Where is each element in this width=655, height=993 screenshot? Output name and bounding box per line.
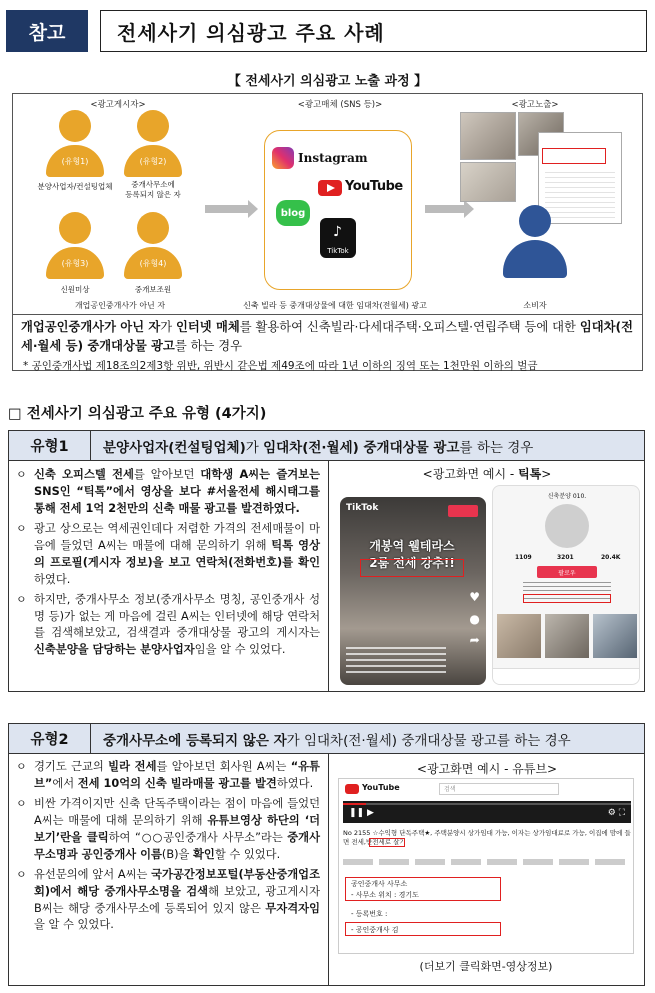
highlight-box	[523, 594, 611, 603]
follow-button[interactable]: 팔로우	[537, 566, 597, 578]
meta-line	[343, 859, 631, 865]
type2-bullets	[16, 759, 320, 937]
caption-advertiser: 개업공인중개사가 아닌 자	[74, 301, 166, 310]
header-tag: 참고	[6, 10, 88, 52]
tiktok-video-screenshot	[340, 497, 486, 685]
arrow-right-icon	[425, 205, 465, 213]
stat-followers: 3201	[557, 554, 574, 561]
person-type4	[118, 212, 188, 279]
tiktok-icon: TikTok	[320, 218, 356, 258]
person-type2	[118, 110, 188, 177]
col-advertiser-label: <광고게시자>	[90, 100, 146, 110]
room-photo	[460, 162, 516, 202]
side-action-icons: ♥ ● ➦	[469, 590, 480, 648]
type1-bullets	[16, 467, 320, 662]
video-caption: 개봉역 웰테라스 2룸 전세 강추!!	[369, 539, 455, 570]
person-icon	[59, 212, 91, 244]
search-input[interactable]: 검색	[439, 783, 559, 795]
office-location: - 사무소 위치 : 경기도	[351, 891, 419, 899]
list-item: ㅇ 유선문의에 앞서 A씨는 국가공간정보포털(부동산중개업조회)에서 해당 중개사무소명을 검색해 보았고, 광고게시자 B씨는 해당 중개사무소에 등록되어 있지 않은 무자격자임을 알 수 있었다.	[16, 867, 320, 932]
office-name: 공인중개사 사무소	[351, 880, 408, 888]
stat-likes: 20.4K	[601, 554, 621, 561]
thumb	[593, 614, 637, 658]
person-label: 신원미상	[60, 285, 90, 294]
person-label: 중개사무소에 등록되지 않은 자	[125, 180, 181, 200]
instagram-label: Instagram	[298, 151, 368, 165]
caption-consumer: 소비자	[523, 301, 547, 310]
caption-media: 신축 빌라 등 중개대상물에 대한 임대차(전월세) 광고	[243, 301, 427, 310]
youtube-caption: (더보기 클릭화면-영상정보)	[419, 960, 553, 973]
stat-following: 1109	[515, 554, 532, 561]
type2-header	[8, 723, 645, 754]
agent-name: - 공인중개사 김	[351, 926, 399, 934]
section-title: □ 전세사기 의심광고 주요 유형 (4가지)	[8, 406, 267, 422]
list-item: ㅇ 하지만, 중개사무소 정보(중개사무소 명칭, 공인중개사 성명 등)가 없는 게 마음에 걸린 A씨는 인터넷에 해당 연락처를 검색해보았고, 검색결과 중개대상물 광고의 게시자는 신축분양을 담당하는 분양사업자임을 알 수 있었다.	[16, 592, 320, 657]
person-body	[503, 240, 567, 278]
youtube-label: YouTube	[345, 179, 403, 194]
type2-tag: 유형2	[9, 724, 91, 753]
avatar	[545, 504, 589, 548]
video-player-bar[interactable]	[343, 801, 631, 823]
summary-text: 개업공인중개사가 아닌 자가 인터넷 매체를 활용하여 신축빌라·다세대주택·오피스텔·연립주택 등에 대한 임대차(전세·월세 등) 중개대상물 광고를 하는 경우	[21, 320, 633, 354]
person-icon	[519, 205, 551, 237]
list-item: ㅇ 경기도 근교의 빌라 전세를 알아보던 회사원 A씨는 “유튜브”에서 전세 10억의 신축 빌라매물 광고를 발견하였다.	[16, 760, 320, 790]
process-title: 【 전세사기 의심광고 노출 과정 】	[227, 74, 428, 89]
play-controls-icon[interactable]: ❚❚ ▶	[349, 808, 374, 818]
player-settings-icon[interactable]: ⚙ ⛶	[607, 808, 625, 818]
profile-name: 신축분양 010.	[547, 493, 587, 500]
tiktok-glyph-icon: ♪	[333, 224, 342, 240]
summary-box	[12, 315, 643, 371]
person-icon	[137, 110, 169, 142]
page-title: 전세사기 의심광고 주요 사례	[100, 10, 647, 52]
highlight-box	[542, 148, 606, 164]
instagram-icon	[272, 147, 294, 169]
type2-desc: 중개사무소에 등록되지 않은 자가 임대차(전·월세) 중개대상물 광고를 하는 경우	[103, 732, 571, 749]
person-type3	[40, 212, 110, 279]
youtube-brand: YouTube	[362, 783, 400, 792]
type1-header	[8, 430, 645, 461]
person-label: 분양사업자/컨설팅업체	[37, 182, 113, 191]
person-badge: (유형1)	[46, 145, 104, 177]
tiktok-logo: TikTok	[346, 503, 379, 513]
progress-fill	[343, 803, 366, 805]
col-media-label: <광고매체 (SNS 등)>	[297, 100, 383, 110]
type2-example-title: <광고화면 예시 - 유튜브>	[416, 762, 558, 776]
video-text-lines	[346, 647, 446, 677]
highlight-box	[360, 559, 464, 577]
list-item: ㅇ 신축 오피스텔 전세를 알아보던 대학생 A씨는 즐겨보는 SNS인 “틱톡”에서 영상을 보다 #서울전세 해시태그를 통해 전세 1억 2천만의 신축 매물 광고를 발견하였다.	[16, 468, 320, 515]
person-badge: (유형3)	[46, 247, 104, 279]
video-description: No 2155 ☆수익형 단독주택★, 주택분양시 상가임대 가능, 이자는 상가임대료로 가능, 이집에 맘에 들면 전세,반전세로 살기	[343, 829, 631, 847]
list-item: ㅇ 비싼 가격이지만 신축 단독주택이라는 점이 마음에 들었던 A씨는 매물에 대해 문의하기 위해 유튜브영상 하단의 ‘더보기’란을 클릭하여 “○○공인중개사 사무소”라는 중개사무소명과 공인중개사 이름(B)을 확인할 수 있었다.	[16, 796, 320, 861]
youtube-screenshot	[338, 778, 634, 954]
arrow-right-icon	[205, 205, 249, 213]
person-badge: (유형2)	[124, 145, 182, 177]
person-label: 중개보조원	[134, 285, 172, 294]
office-regno: - 등록번호 :	[351, 910, 388, 918]
type1-desc: 분양사업자(컨설팅업체)가 임대차(전·월세) 중개대상물 광고를 하는 경우	[103, 439, 534, 456]
divider	[328, 754, 329, 986]
type1-tag: 유형1	[9, 431, 91, 460]
person-badge: (유형4)	[124, 247, 182, 279]
highlight-box	[369, 838, 405, 847]
thumb	[545, 614, 589, 658]
youtube-icon	[318, 180, 342, 196]
person-type1	[40, 110, 110, 177]
tiktok-profile-screenshot	[492, 485, 640, 685]
consumer-person	[500, 205, 570, 278]
room-photo	[460, 112, 516, 160]
youtube-icon	[345, 784, 359, 794]
type1-example-title: <광고화면 예시 - 틱톡>	[422, 467, 552, 481]
thumb	[497, 614, 541, 658]
person-icon	[137, 212, 169, 244]
legal-note: * 공인중개사법 제18조의2제3항 위반, 위반시 같은법 제49조에 따라 1년 이하의 징역 또는 1천만원 이하의 벌금	[23, 360, 538, 373]
blog-icon: blog	[276, 200, 310, 226]
bottom-nav	[493, 668, 640, 684]
follow-badge	[448, 505, 478, 517]
divider	[328, 461, 329, 692]
list-item: ㅇ 광고 상으로는 역세권인데다 저렴한 가격의 전세매물이 마음에 들었던 A씨는 매물에 대해 문의하기 위해 틱톡 영상의 프로필(게시자 정보)을 보고 연락처(전화번호)를 확인하였다.	[16, 521, 321, 586]
col-exposure-label: <광고노출>	[511, 100, 559, 110]
person-icon	[59, 110, 91, 142]
